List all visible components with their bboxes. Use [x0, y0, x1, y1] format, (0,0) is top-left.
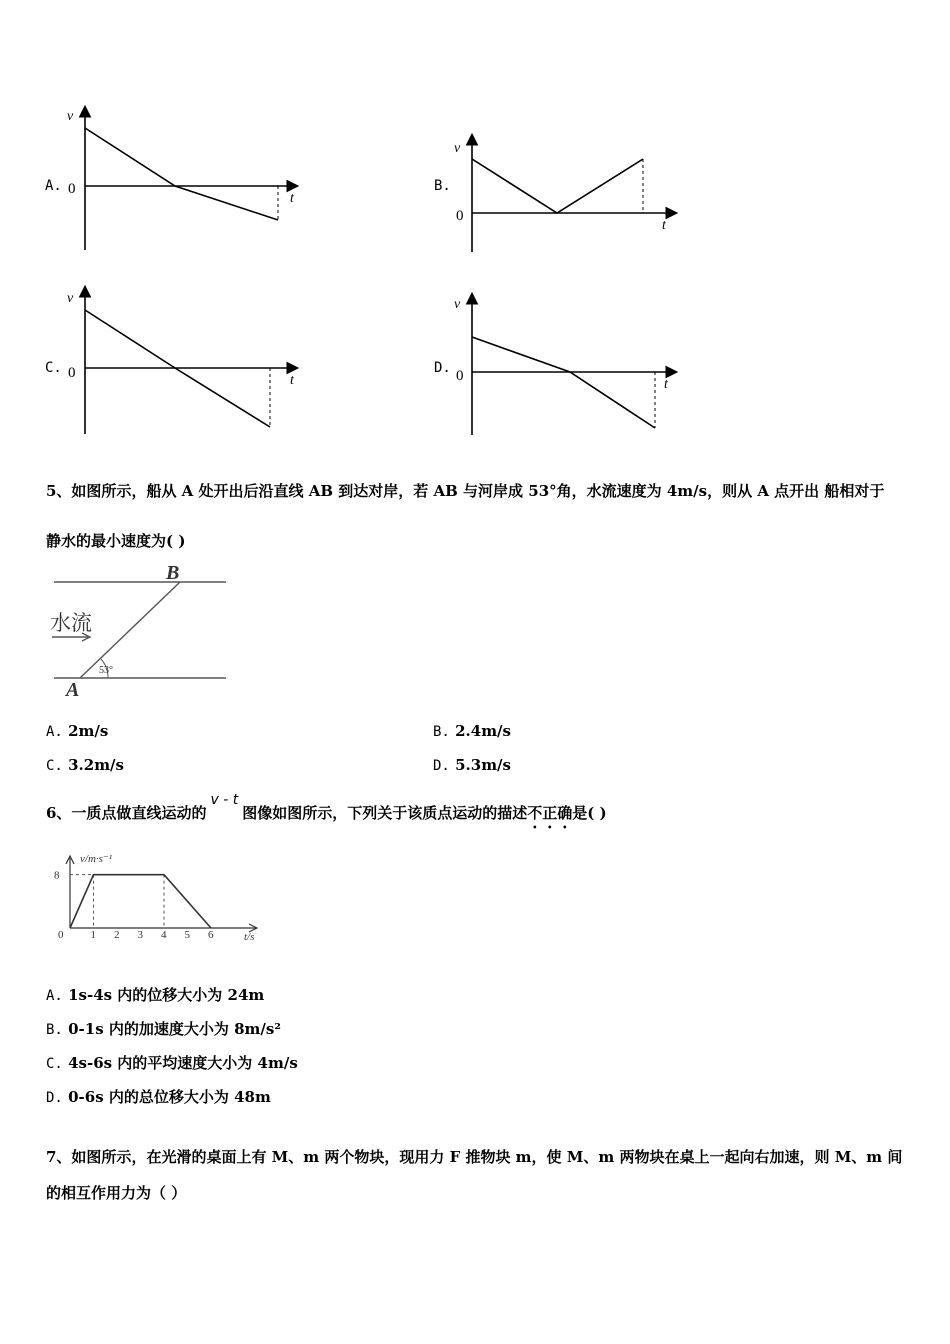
graph-b: [430, 130, 700, 255]
q6-vt-chart: [46, 848, 276, 948]
x-axis-label: t/s: [244, 931, 255, 943]
x-tick-label-2: 2: [114, 929, 120, 941]
graph-c: [40, 282, 310, 437]
q6-option-d[interactable]: D. 0-6s 内的总位移大小为 48m: [46, 1088, 271, 1106]
graph-a: [40, 100, 310, 255]
x-tick-label-1: 1: [90, 929, 96, 941]
river-figure: [46, 560, 236, 700]
q5-option-d[interactable]: D. 5.3m/s: [433, 756, 511, 774]
origin-label: 0: [456, 368, 464, 384]
graph-d: [430, 290, 700, 440]
vt-graph-a: [40, 100, 310, 255]
vt-graph-b: [430, 130, 700, 255]
origin-label: 0: [456, 208, 464, 224]
option-label-b: B.: [434, 178, 451, 194]
vt-symbol: v - t: [210, 792, 239, 808]
x-tick-label-4: 4: [161, 929, 167, 941]
x-tick-label-6: 6: [208, 929, 214, 941]
vt-graph-d: [430, 290, 700, 440]
origin-label: 0: [68, 181, 76, 197]
q7-stem-line1: 7、如图所示，在光滑的桌面上有 M、m 两个物块，现用力 F 推物块 m，使 M、m 两物块在桌上一起向右加速，则 M、m 间: [46, 1148, 903, 1166]
q5-option-c[interactable]: C. 3.2m/s: [46, 756, 124, 774]
x-tick-label-0: 0: [58, 929, 64, 941]
v-axis-label: v: [67, 109, 74, 124]
water-flow-label: 水流: [50, 611, 92, 635]
q6-option-a[interactable]: A. 1s-4s 内的位移大小为 24m: [46, 986, 265, 1004]
option-label-a: A.: [45, 178, 62, 194]
q5-option-a[interactable]: A. 2m/s: [46, 722, 109, 740]
option-label-c: C.: [45, 360, 62, 376]
vt-graph-c: [40, 282, 310, 437]
emphasis-not-correct: 不正确: [527, 804, 573, 822]
q5-stem-line2: 静水的最小速度为( ): [46, 532, 186, 550]
v-axis-label: v: [454, 297, 461, 312]
x-tick-label-5: 5: [184, 929, 190, 941]
series-line: [70, 875, 211, 928]
t-axis-label: t: [664, 377, 668, 392]
angle-label: 53°: [99, 665, 113, 676]
q7-stem-line2: 的相互作用力为（ ）: [46, 1184, 187, 1202]
q6-stem: 6、一质点做直线运动的v - t图像如图所示，下列关于该质点运动的描述不正确是( ): [46, 792, 607, 822]
q6-option-c[interactable]: C. 4s-6s 内的平均速度大小为 4m/s: [46, 1054, 298, 1072]
y-tick-label-8: 8: [54, 869, 60, 882]
origin-label: 0: [68, 365, 76, 381]
point-a-label: A: [66, 679, 80, 700]
point-b-label: B: [166, 562, 180, 584]
t-axis-label: t: [290, 191, 294, 206]
q5-option-b[interactable]: B. 2.4m/s: [433, 722, 511, 740]
x-tick-label-3: 3: [137, 929, 143, 941]
t-axis-label: t: [290, 373, 294, 388]
v-axis-label: v: [67, 291, 74, 306]
q6-option-b[interactable]: B. 0-1s 内的加速度大小为 8m/s²: [46, 1020, 281, 1038]
option-label-d: D.: [434, 360, 451, 376]
q5-stem-line1: 5、如图所示，船从 A 处开出后沿直线 AB 到达对岸，若 AB 与河岸成 53°角，水流速度为 4m/s，则从 A 点开出 船相对于: [46, 482, 885, 500]
v-axis-label: v: [454, 141, 461, 156]
y-axis-label: v/m·s⁻¹: [80, 853, 113, 865]
t-axis-label: t: [662, 218, 666, 233]
